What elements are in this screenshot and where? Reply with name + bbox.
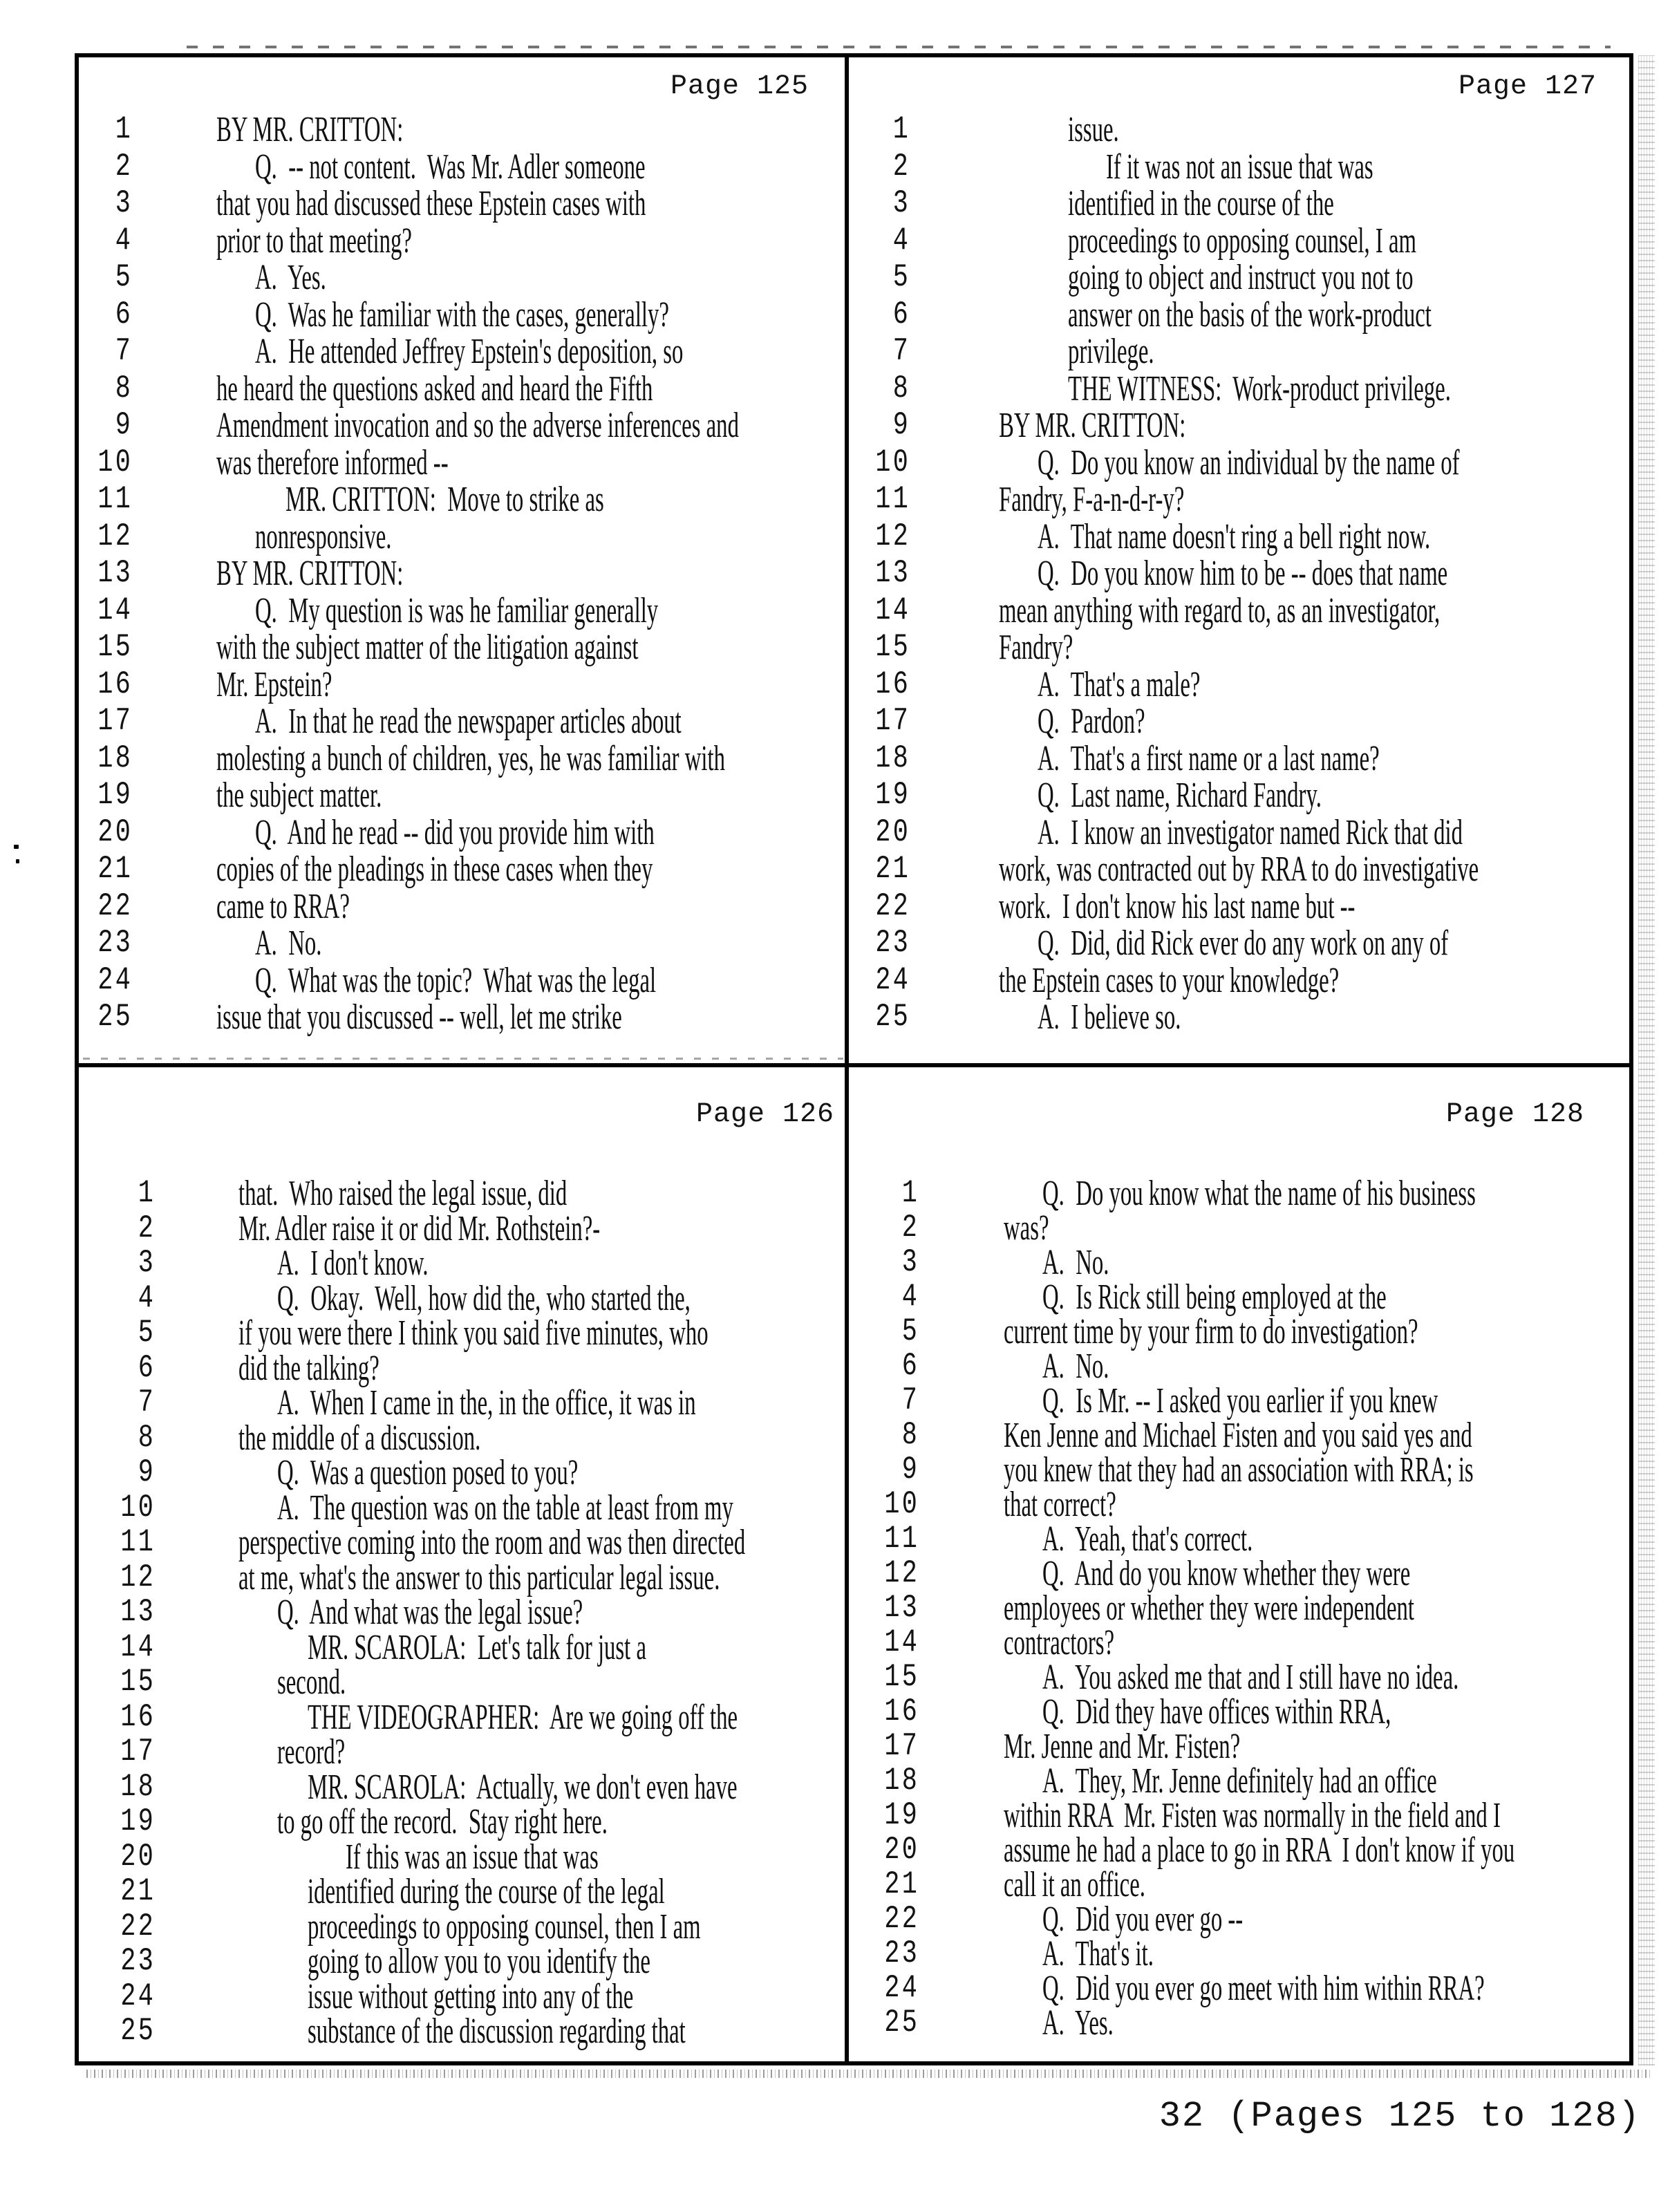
transcript-line-text: If this was an issue that was	[346, 1837, 599, 1877]
transcript-line-text: molesting a bunch of children, yes, he was familiar with	[216, 738, 725, 778]
line-number: 22	[120, 1908, 156, 1944]
transcript-line-text: Q. And do you know whether they were	[1042, 1554, 1411, 1593]
scan-speck	[16, 859, 19, 863]
line-number: 11	[875, 481, 910, 517]
transcript-line-text: copies of the pleadings in these cases when they	[216, 850, 653, 889]
transcript-line-text: A. Yeah, that's correct.	[1042, 1519, 1253, 1559]
page-header: Page 126	[695, 1099, 834, 1130]
transcript-line-text: at me, what's the answer to this particular legal issue.	[238, 1557, 720, 1597]
line-number: 10	[875, 444, 910, 480]
line-number: 18	[875, 740, 910, 776]
transcript-line-text: work, was contracted out by RRA to do investigative	[999, 850, 1479, 889]
transcript-line-text: answer on the basis of the work-product	[1068, 294, 1432, 335]
sheet-footer-page-range: 32 (Pages 125 to 128)	[1159, 2096, 1641, 2137]
line-number: 8	[115, 370, 133, 406]
transcript-line-text: A. That name doesn't ring a bell right now.	[1038, 516, 1431, 556]
transcript-line-text: record?	[277, 1732, 346, 1772]
transcript-line-text: employees or whether they were independent	[1004, 1588, 1415, 1628]
transcript-line-text: you knew that they had an association with RRA; is	[1004, 1450, 1474, 1490]
transcript-line-text: A. They, Mr. Jenne definitely had an office	[1042, 1761, 1437, 1801]
line-number: 3	[901, 1244, 919, 1280]
transcript-line-text: issue without getting into any of the	[308, 1976, 634, 2016]
transcript-line-text: Q. Did you ever go --	[1042, 1900, 1244, 1939]
line-number: 11	[120, 1524, 156, 1560]
transcript-line-text: A. He attended Jeffrey Epstein's deposition, so	[255, 332, 684, 371]
transcript-line-text: Q. And he read -- did you provide him with	[255, 812, 655, 852]
line-number: 2	[901, 1210, 919, 1246]
scan-noise-top	[187, 46, 1611, 48]
transcript-line-text: Fandry, F-a-n-d-r-y?	[999, 480, 1185, 519]
transcript-line-text: going to object and instruct you not to	[1068, 258, 1414, 297]
transcript-line-text: that. Who raised the legal issue, did	[238, 1174, 568, 1213]
transcript-line-text: the subject matter.	[216, 776, 382, 815]
transcript-line-text: came to RRA?	[216, 886, 350, 926]
line-number: 18	[97, 740, 133, 776]
transcript-line-text: Q. Last name, Richard Fandry.	[1038, 776, 1322, 815]
transcript-line-text: Q. Did they have offices within RRA,	[1042, 1692, 1391, 1732]
line-number: 16	[884, 1694, 919, 1730]
line-number: 12	[120, 1559, 156, 1595]
line-number: 11	[884, 1521, 919, 1557]
line-number: 23	[120, 1943, 156, 1979]
page-header: Page 127	[1458, 71, 1597, 102]
line-number: 23	[884, 1936, 919, 1971]
transcript-line-text: MR. SCAROLA: Actually, we don't even have	[308, 1767, 738, 1807]
transcript-line-text: Q. Did, did Rick ever do any work on any of	[1038, 924, 1449, 963]
line-number: 7	[901, 1382, 919, 1418]
line-number: 6	[892, 296, 910, 332]
transcript-line-text: issue that you discussed -- well, let me strike	[216, 997, 622, 1037]
line-number: 8	[892, 370, 910, 406]
line-number: 7	[892, 333, 910, 369]
line-number: 22	[97, 888, 133, 924]
line-number: 12	[875, 518, 910, 554]
line-number: 6	[115, 296, 133, 332]
line-number: 7	[138, 1385, 156, 1421]
line-number: 15	[120, 1664, 156, 1700]
transcript-line-text: the middle of a discussion.	[238, 1418, 481, 1458]
transcript-line-text: A. I don't know.	[277, 1244, 429, 1283]
transcript-line-text: that you had discussed these Epstein cases with	[216, 184, 646, 223]
transcript-line-text: was?	[1004, 1208, 1049, 1248]
line-number: 25	[97, 999, 133, 1035]
transcript-line-text: work. I don't know his last name but --	[999, 886, 1356, 926]
line-number: 9	[892, 407, 910, 443]
scan-noise-right-edge	[1638, 55, 1655, 2065]
transcript-line-text: A. No.	[255, 924, 322, 963]
line-number: 23	[97, 925, 133, 961]
transcript-line-text: second.	[277, 1662, 346, 1702]
line-number: 21	[97, 851, 133, 887]
line-number: 4	[901, 1279, 919, 1315]
line-number: 14	[884, 1624, 919, 1660]
line-number: 23	[875, 925, 910, 961]
transcript-line-text: If it was not an issue that was	[1106, 147, 1373, 187]
transcript-line-text: Q. What was the topic? What was the legal	[255, 960, 657, 1000]
line-number: 8	[138, 1419, 156, 1456]
line-number: 16	[875, 666, 910, 702]
transcript-line-text: THE WITNESS: Work-product privilege.	[1068, 368, 1451, 409]
line-number: 24	[120, 1978, 156, 2014]
transcript-line-text: Q. Was he familiar with the cases, generally?	[255, 294, 669, 335]
line-number: 12	[884, 1555, 919, 1591]
line-number: 10	[97, 444, 133, 480]
line-number: 17	[120, 1734, 156, 1770]
transcript-line-text: BY MR. CRITTON:	[216, 110, 404, 149]
page-header: Page 128	[1445, 1099, 1584, 1130]
line-number: 14	[875, 592, 910, 628]
line-number: 19	[97, 777, 133, 813]
line-number: 14	[97, 592, 133, 628]
line-number: 18	[884, 1763, 919, 1799]
transcript-line-text: current time by your firm to do investigation?	[1004, 1312, 1418, 1351]
transcript-line-text: contractors?	[1004, 1623, 1115, 1662]
transcript-line-text: Amendment invocation and so the adverse inferences and	[216, 406, 739, 445]
line-number: 3	[892, 185, 910, 221]
transcript-line-text: Fandry?	[999, 628, 1073, 667]
line-number: 11	[97, 481, 133, 517]
column-divider	[845, 53, 849, 2065]
scan-noise-bottom	[86, 2070, 1652, 2078]
transcript-line-text: A. In that he read the newspaper articles about	[255, 702, 682, 741]
transcript-line-text: A. No.	[1042, 1347, 1109, 1386]
line-number: 4	[115, 222, 133, 259]
transcript-line-text: Mr. Jenne and Mr. Fisten?	[1004, 1727, 1241, 1766]
transcript-line-text: if you were there I think you said five minutes, who	[238, 1313, 709, 1353]
transcript-line-text: prior to that meeting?	[216, 221, 412, 261]
line-number: 24	[97, 962, 133, 998]
line-number: 14	[120, 1629, 156, 1665]
line-number: 25	[884, 2005, 919, 2041]
transcript-line-text: Q. And what was the legal issue?	[277, 1593, 583, 1632]
transcript-line-text: Q. Pardon?	[1038, 702, 1145, 741]
line-number: 24	[884, 1970, 919, 2006]
transcript-line-text: A. I believe so.	[1038, 997, 1181, 1037]
line-number: 2	[115, 148, 133, 185]
line-number: 15	[97, 629, 133, 665]
line-number: 15	[884, 1659, 919, 1695]
transcript-line-text: within RRA Mr. Fisten was normally in the field and I	[1004, 1796, 1501, 1835]
line-number: 22	[884, 1901, 919, 1937]
line-number: 13	[875, 555, 910, 591]
line-number: 25	[875, 999, 910, 1035]
transcript-line-text: privilege.	[1068, 332, 1154, 371]
line-number: 17	[875, 703, 910, 739]
transcript-line-text: A. Yes.	[255, 258, 326, 297]
line-number: 6	[901, 1348, 919, 1384]
transcript-line-text: MR. SCAROLA: Let's talk for just a	[308, 1627, 647, 1667]
line-number: 21	[884, 1866, 919, 1902]
transcript-line-text: going to allow you to you identify the	[308, 1942, 650, 1981]
line-number: 21	[120, 1873, 156, 1909]
line-number: 20	[875, 814, 910, 850]
transcript-line-text: issue.	[1068, 110, 1119, 149]
line-number: 16	[97, 666, 133, 702]
page-header: Page 125	[670, 71, 809, 102]
transcript-line-text: substance of the discussion regarding that	[308, 2012, 686, 2051]
transcript-line-text: perspective coming into the room and was then directed	[238, 1523, 746, 1562]
transcript-line-text: Mr. Adler raise it or did Mr. Rothstein?-	[238, 1208, 601, 1248]
line-number: 13	[884, 1590, 919, 1626]
transcript-line-text: A. That's a first name or a last name?	[1038, 738, 1380, 778]
line-number: 12	[97, 518, 133, 554]
line-number: 16	[120, 1698, 156, 1735]
line-number: 1	[901, 1175, 919, 1211]
transcript-line-text: he heard the questions asked and heard the Fifth	[216, 368, 653, 409]
transcript-line-text: identified during the course of the legal	[308, 1872, 665, 1911]
line-number: 1	[138, 1175, 156, 1211]
scan-speck	[14, 845, 19, 849]
transcript-line-text: Q. Is Mr. -- I asked you earlier if you knew	[1042, 1381, 1438, 1421]
transcript-line-text: to go off the record. Stay right here.	[277, 1802, 608, 1841]
transcript-line-text: identified in the course of the	[1068, 184, 1334, 223]
transcript-line-text: A. You asked me that and I still have no idea.	[1042, 1658, 1459, 1697]
line-number: 9	[115, 407, 133, 443]
line-number: 18	[120, 1768, 156, 1805]
line-number: 5	[901, 1313, 919, 1349]
line-number: 4	[138, 1280, 156, 1316]
line-number: 15	[875, 629, 910, 665]
line-number: 20	[97, 814, 133, 850]
line-number: 10	[884, 1486, 919, 1522]
transcript-line-text: that correct?	[1004, 1485, 1116, 1524]
transcript-line-text: Q. Okay. Well, how did the, who started the,	[277, 1278, 691, 1318]
transcript-line-text: Q. My question is was he familiar generally	[255, 590, 659, 630]
line-number: 9	[138, 1454, 156, 1490]
transcript-line-text: assume he had a place to go in RRA I don't know if you	[1004, 1830, 1515, 1870]
transcript-line-text: mean anything with regard to, as an investigator,	[999, 590, 1441, 630]
line-number: 19	[875, 777, 910, 813]
transcript-line-text: proceedings to opposing counsel, then I am	[308, 1906, 701, 1947]
line-number: 17	[97, 703, 133, 739]
line-number: 22	[875, 888, 910, 924]
line-number: 1	[115, 111, 133, 147]
transcript-line-text: Q. Do you know what the name of his business	[1042, 1174, 1476, 1213]
transcript-line-text: Q. Do you know him to be -- does that name	[1038, 554, 1448, 593]
line-number: 2	[138, 1210, 156, 1246]
line-number: 4	[892, 222, 910, 259]
transcript-line-text: the Epstein cases to your knowledge?	[999, 960, 1340, 1000]
line-number: 9	[901, 1452, 919, 1488]
transcript-line-text: A. I know an investigator named Rick that did	[1038, 812, 1463, 852]
transcript-line-text: Q. Did you ever go meet with him within RRA?	[1042, 1969, 1485, 2008]
quadrant-page-126	[78, 1067, 843, 2065]
line-number: 5	[892, 259, 910, 295]
line-number: 19	[884, 1797, 919, 1833]
transcript-line-text: call it an office.	[1004, 1865, 1145, 1904]
line-number: 10	[120, 1489, 156, 1526]
transcript-line-text: A. When I came in the, in the office, it was in	[277, 1383, 696, 1423]
line-number: 13	[120, 1594, 156, 1630]
transcript-line-text: A. The question was on the table at least from my	[277, 1488, 733, 1528]
line-number: 1	[892, 111, 910, 147]
quadrant-page-128	[852, 1067, 1633, 2065]
line-number: 19	[120, 1803, 156, 1839]
transcript-line-text: Mr. Epstein?	[216, 664, 332, 704]
transcript-line-text: Q. Is Rick still being employed at the	[1042, 1277, 1387, 1317]
line-number: 20	[120, 1838, 156, 1875]
line-number: 3	[138, 1245, 156, 1281]
line-number: 2	[892, 148, 910, 185]
line-number: 8	[901, 1417, 919, 1453]
line-number: 20	[884, 1832, 919, 1868]
transcript-line-text: BY MR. CRITTON:	[999, 406, 1186, 445]
transcript-line-text: MR. CRITTON: Move to strike as	[285, 480, 604, 519]
line-number: 5	[115, 259, 133, 295]
transcript-line-text: THE VIDEOGRAPHER: Are we going off the	[308, 1697, 738, 1737]
line-number: 24	[875, 962, 910, 998]
quadrant-page-125	[78, 57, 843, 1063]
transcript-line-text: Q. -- not content. Was Mr. Adler someone	[255, 147, 646, 187]
transcript-line-text: BY MR. CRITTON:	[216, 554, 404, 593]
transcript-line-text: A. No.	[1042, 1243, 1109, 1282]
transcript-line-text: with the subject matter of the litigation against	[216, 628, 639, 667]
line-number: 21	[875, 851, 910, 887]
line-number: 25	[120, 2013, 156, 2049]
transcript-line-text: nonresponsive.	[255, 516, 392, 556]
line-number: 13	[97, 555, 133, 591]
transcript-line-text: A. Yes.	[1042, 2003, 1114, 2043]
line-number: 5	[138, 1315, 156, 1351]
transcript-line-text: A. That's it.	[1042, 1934, 1154, 1974]
transcript-line-text: Ken Jenne and Michael Fisten and you said yes and	[1004, 1416, 1472, 1455]
line-number: 3	[115, 185, 133, 221]
line-number: 7	[115, 333, 133, 369]
line-number: 17	[884, 1728, 919, 1764]
transcript-line-text: Q. Was a question posed to you?	[277, 1453, 579, 1492]
transcript-line-text: did the talking?	[238, 1348, 379, 1388]
transcript-line-text: Q. Do you know an individual by the name of	[1038, 442, 1460, 482]
transcript-line-text: was therefore informed --	[216, 442, 449, 482]
quadrant-page-127	[852, 57, 1633, 1063]
line-number: 6	[138, 1349, 156, 1386]
transcript-line-text: A. That's a male?	[1038, 664, 1201, 704]
transcript-line-text: proceedings to opposing counsel, I am	[1068, 221, 1417, 261]
